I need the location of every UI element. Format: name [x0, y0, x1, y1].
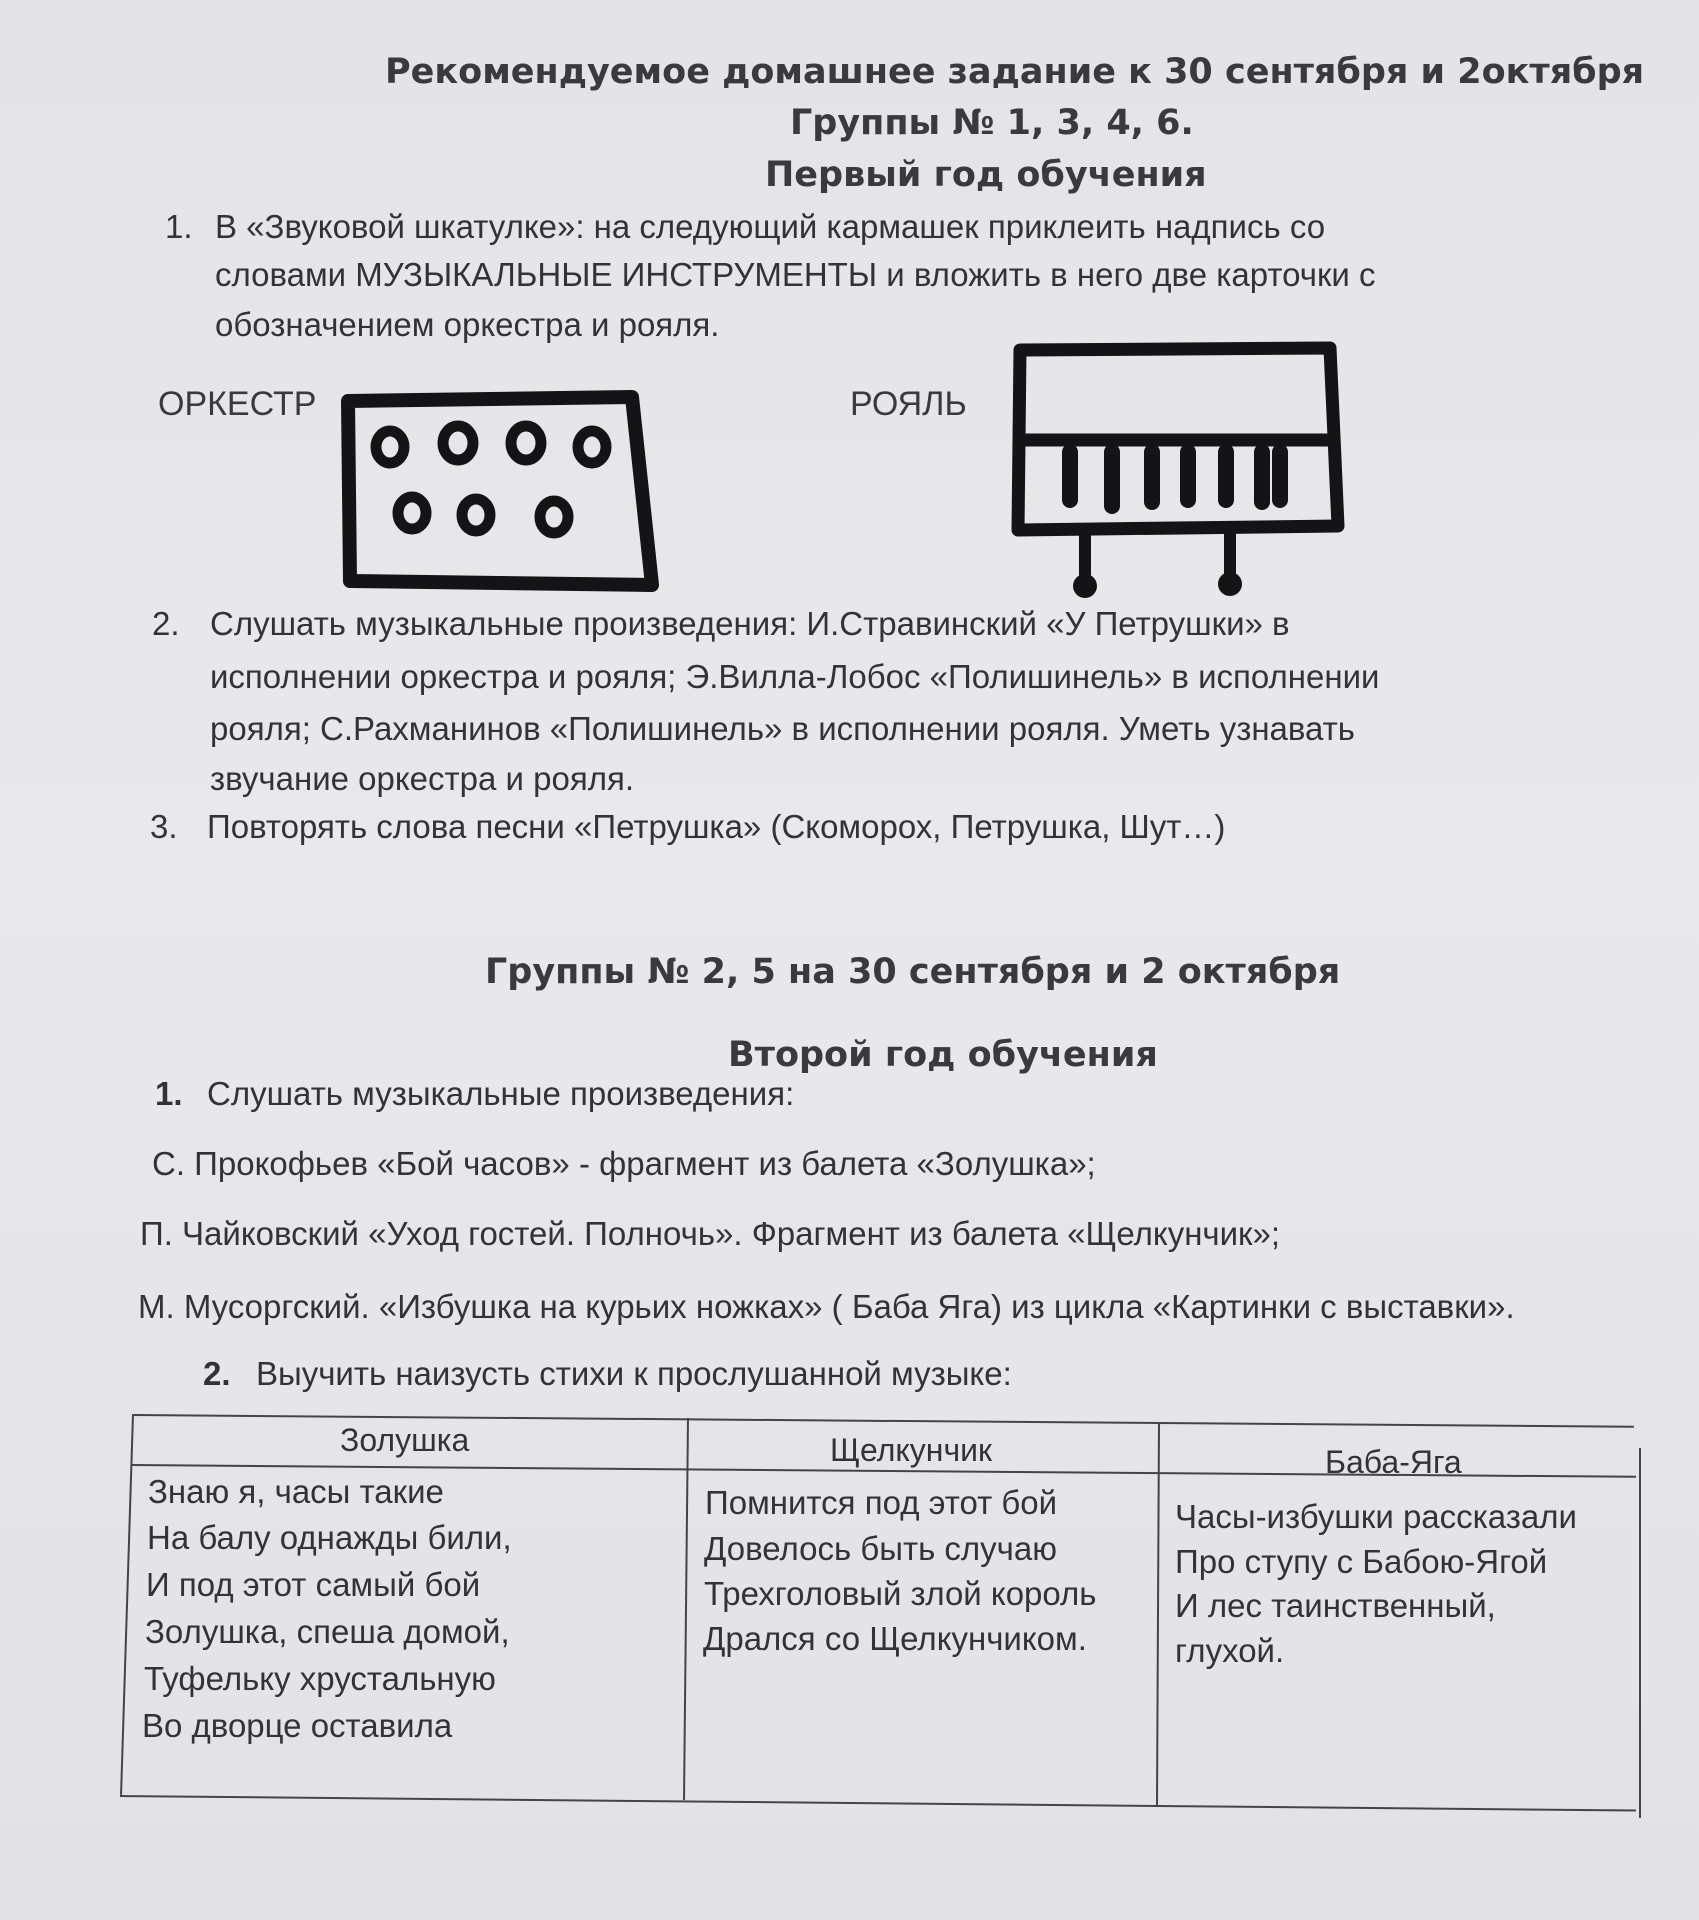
zolushka-line-4: Золушка, спеша домой,	[145, 1613, 510, 1650]
part2-item-2-text: Выучить наизусть стихи к прослушанной музыке:	[256, 1355, 1012, 1392]
item-2-line-4: звучание оркестра и рояля.	[210, 760, 634, 797]
work-tchaikovsky: П. Чайковский «Уход гостей. Полночь». Фрагмент из балета «Щелкунчик»;	[140, 1215, 1281, 1252]
table-border-left	[120, 1414, 134, 1795]
item-1-line-1: В «Звуковой шкатулке»: на следующий кармашек приклеить надпись со	[215, 208, 1326, 245]
poems-table	[120, 1410, 1640, 1830]
part2-item-1-text: Слушать музыкальные произведения:	[207, 1075, 795, 1112]
zolushka-line-2: На балу однажды били,	[147, 1519, 512, 1556]
item-2-line-2: исполнении оркестра и рояля; Э.Вилла-Лобос «Полишинель» в исполнении	[210, 658, 1380, 695]
table-col-divider-2	[1156, 1422, 1160, 1806]
item-3-line-1: Повторять слова песни «Петрушка» (Скоморох, Петрушка, Шут…)	[207, 808, 1226, 845]
baba-yaga-line-1: Часы-избушки рассказали	[1175, 1498, 1577, 1535]
zolushka-line-3: И под этот самый бой	[146, 1566, 481, 1603]
table-border-right	[1639, 1448, 1641, 1818]
baba-yaga-line-2: Про ступу с Бабою-Ягой	[1175, 1543, 1548, 1580]
year-heading-2: Второй год обучения	[728, 1035, 1158, 1075]
schelkunchik-line-4: Дрался со Щелкунчиком.	[703, 1620, 1087, 1657]
baba-yaga-line-3: И лес таинственный,	[1175, 1587, 1496, 1624]
table-border-bottom	[120, 1795, 1636, 1812]
table-header-zolushka: Золушка	[340, 1422, 470, 1458]
item-3-number: 3.	[150, 808, 178, 845]
work-prokofiev: С. Прокофьев «Бой часов» - фрагмент из балета «Золушка»;	[152, 1145, 1096, 1182]
baba-yaga-line-4: глухой.	[1175, 1632, 1285, 1669]
groups-heading-2: Группы № 2, 5 на 30 сентября и 2 октября	[485, 952, 1341, 992]
schelkunchik-line-3: Трехголовый злой король	[704, 1575, 1097, 1612]
schelkunchik-line-1: Помнится под этот бой	[705, 1484, 1058, 1521]
zolushka-line-6: Во дворце оставила	[142, 1707, 453, 1744]
zolushka-line-5: Туфельку хрустальную	[144, 1660, 496, 1697]
part2-item-1-number: 1.	[155, 1075, 183, 1112]
item-1-line-3: обозначением оркестра и рояля.	[215, 306, 720, 343]
document-title: Рекомендуемое домашнее задание к 30 сентября и 2октября	[385, 52, 1645, 92]
table-col-divider-1	[683, 1418, 689, 1800]
orchestra-drawing	[330, 385, 670, 600]
piano-label: РОЯЛЬ	[850, 385, 967, 423]
orchestra-label: ОРКЕСТР	[158, 385, 317, 423]
piano-drawing	[1000, 340, 1360, 600]
table-header-baba-yaga: Баба-Яга	[1325, 1444, 1462, 1480]
part2-item-2-number: 2.	[203, 1355, 231, 1392]
groups-heading-1: Группы № 1, 3, 4, 6.	[790, 103, 1194, 143]
year-heading-1: Первый год обучения	[765, 155, 1207, 195]
table-header-schelkunchik: Щелкунчик	[830, 1432, 992, 1468]
item-1-number: 1.	[165, 208, 193, 245]
work-mussorgsky: М. Мусоргский. «Избушка на курьих ножках» ( Баба Яга) из цикла «Картинки с выставки».	[138, 1288, 1515, 1325]
item-2-number: 2.	[152, 605, 180, 642]
zolushka-line-1: Знаю я, часы такие	[148, 1473, 444, 1510]
schelkunchik-line-2: Довелось быть случаю	[704, 1530, 1057, 1567]
item-2-line-1: Слушать музыкальные произведения: И.Стравинский «У Петрушки» в	[210, 605, 1290, 642]
item-1-line-2: словами МУЗЫКАЛЬНЫЕ ИНСТРУМЕНТЫ и вложить в него две карточки с	[215, 256, 1376, 293]
item-2-line-3: рояля; С.Рахманинов «Полишинель» в исполнении рояля. Уметь узнавать	[210, 710, 1355, 747]
